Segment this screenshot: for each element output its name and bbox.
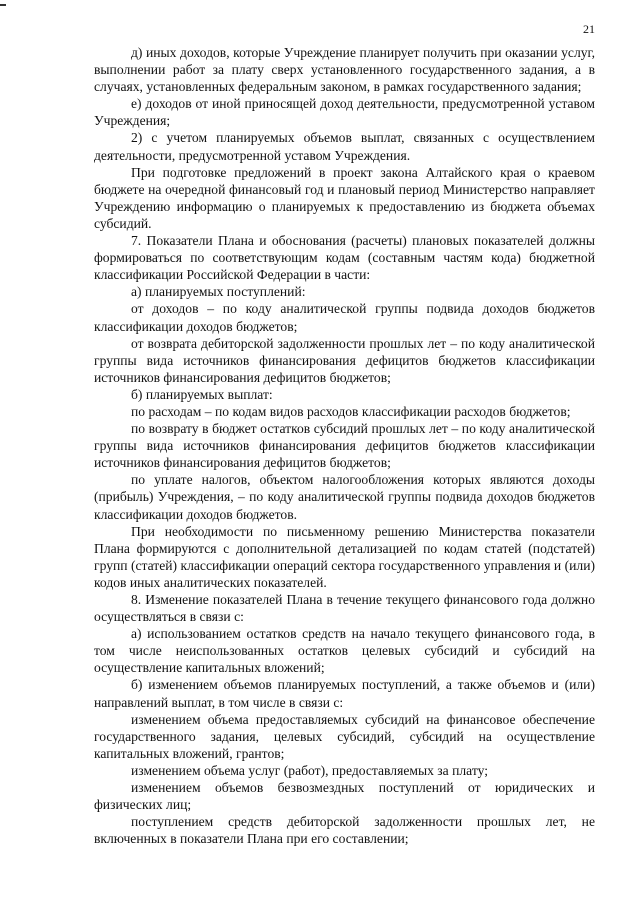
paragraph-income-other: е) доходов от иной приносящей доход деятельности, предусмотренной уставом Учреждения; <box>94 96 595 129</box>
document-body <box>94 44 595 847</box>
paragraph-planned-payments: 2) с учетом планируемых объемов выплат, связанных с осуществлением деятельности, предусмотренной уставом Учреждения. <box>94 130 595 163</box>
paragraph-item-8: 8. Изменение показателей Плана в течение текущего финансового года должно осуществляться в связи с: <box>94 592 595 625</box>
paragraph-detailing: При необходимости по письменному решению Министерства показатели Плана формируются с дополнительной детализацией по кодам статей (подстатей) групп (статей) классификации операций сектора государственного управления и (или) кодов иных аналитических показателей. <box>94 523 595 590</box>
paragraph-subsidy-change: изменением объема предоставляемых субсидий на финансовое обеспечение государственного задания, целевых субсидий, субсидий на осуществление капитальных вложений, грантов; <box>94 711 595 761</box>
paragraph-planned-receipts: а) планируемых поступлений: <box>131 284 306 300</box>
paragraph-budget-law: При подготовке предложений в проект закона Алтайского края о краевом бюджете на очередной финансовый год и плановый период Министерство направляет Учреждению информацию о планируемых к предоставлению из бюджета объемах субсидий. <box>94 164 595 231</box>
paragraph-item-7: 7. Показатели Плана и обоснования (расчеты) плановых показателей должны формироваться по соответствующим кодам (составным частям кода) бюджетной классификации Российской Федерации в части: <box>94 233 595 283</box>
scan-edge-mark <box>0 4 6 6</box>
paragraph-from-receivables: от возврата дебиторской задолженности прошлых лет – по коду аналитической группы вида источников финансирования дефицитов бюджетов классификации источников финансирования дефицитов бюджетов; <box>94 335 595 385</box>
paragraph-receivables-income: поступлением средств дебиторской задолженности прошлых лет, не включенных в показатели Плана при его составлении; <box>94 814 595 847</box>
page-number: 21 <box>583 22 595 36</box>
paragraph-volume-changes: б) изменением объемов планируемых поступлений, а также объемов и (или) направлений выплат, в том числе в связи с: <box>94 677 595 710</box>
paragraph-gratuitous: изменением объемов безвозмездных поступлений от юридических и физических лиц; <box>94 780 595 813</box>
paragraph-subsidy-return: по возврату в бюджет остатков субсидий прошлых лет – по коду аналитической группы вида источников финансирования дефицитов бюджетов классификации источников финансирования дефицитов бюджетов; <box>94 421 595 471</box>
paragraph-planned-outflows: б) планируемых выплат: <box>131 386 273 402</box>
paragraph-by-expenses: по расходам – по кодам видов расходов классификации расходов бюджетов; <box>131 403 571 419</box>
paragraph-balances-usage: а) использованием остатков средств на начало текущего финансового года, в том числе неиспользованных остатков целевых субсидий и субсидий на осуществление капитальных вложений; <box>94 626 595 676</box>
paragraph-taxes: по уплате налогов, объектом налогообложения которых являются доходы (прибыль) Учреждения, – по коду аналитической группы подвида доходов бюджетов классификации доходов бюджетов. <box>94 472 595 522</box>
paragraph-from-income: от доходов – по коду аналитической группы подвида доходов бюджетов классификации доходов бюджетов; <box>94 301 595 334</box>
paragraph-paid-services: изменением объема услуг (работ), предоставляемых за плату; <box>131 762 488 778</box>
paragraph-income-services: д) иных доходов, которые Учреждение планирует получить при оказании услуг, выполнении работ за плату сверх установленного государственного задания, а в случаях, установленных федеральным законом, в рамках государственного задания; <box>94 45 595 95</box>
